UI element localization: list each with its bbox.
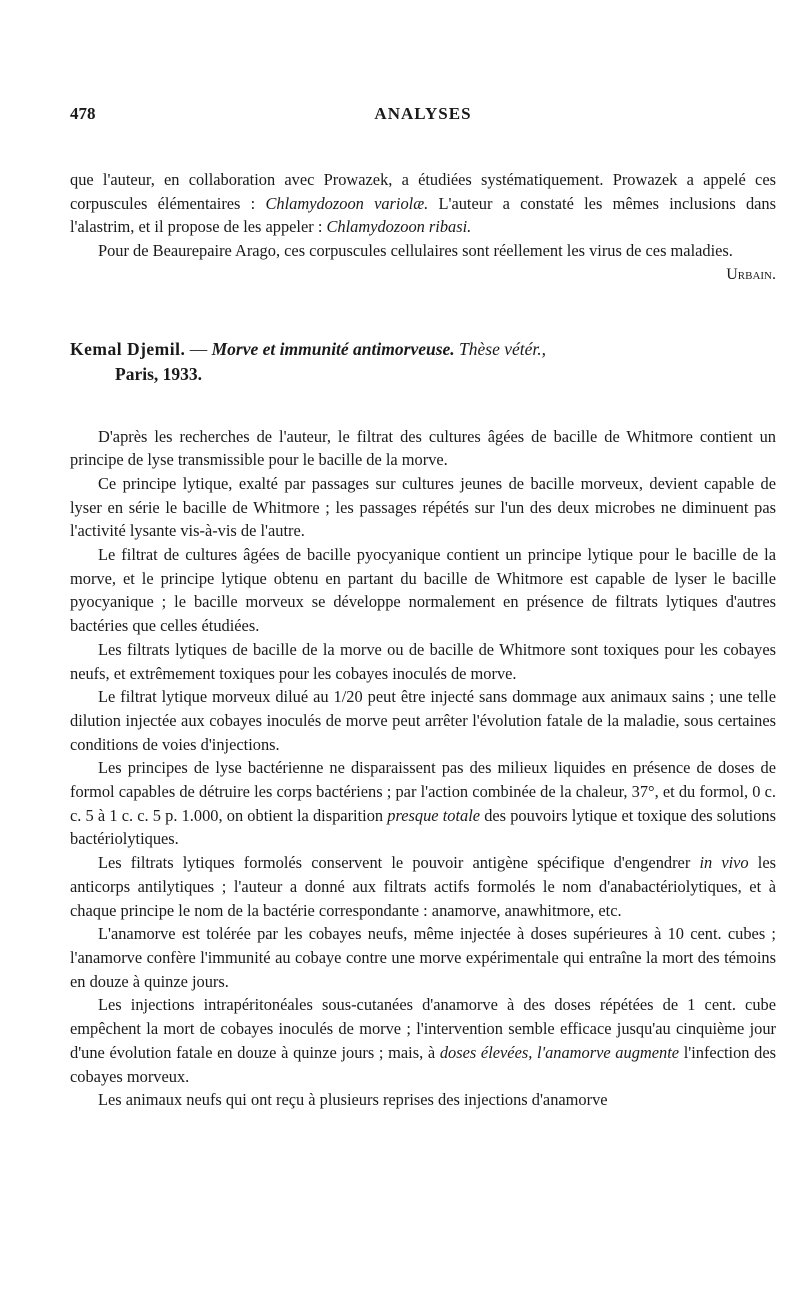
review-dash: — [185,338,212,359]
review-author: Kemal Djemil. [70,338,186,359]
intro-paragraph-conclusion [70,239,776,286]
intro-italic-name: Chlamydozoon ribasi. [326,217,472,237]
paragraph-9-text: Les injections intrapéritonéales sous-cutanées d'anamorve à des doses répétées de 1 cent. cube empêchent la mort de cobayes inoculés de morve ; l'intervention semble efficace jusqu'au cinquième jour d'une évolution fatale en douze à quinze jours ; mais, à [70,995,776,1062]
reviewer-signature: Urbain. [726,265,776,283]
paragraph-7 [70,851,776,922]
review-work-title: Morve et immunité antimorveuse. [211,338,455,359]
review-publication: Thèse vétér., [454,338,547,359]
paragraph-10: Les animaux neufs qui ont reçu à plusieurs reprises des injections d'anamorve [98,1090,608,1110]
intro-paragraph-continued [70,168,776,239]
intro-line: a constaté les mêmes inclusions dans l'alastrim, et il propose de les appeler : [70,193,777,237]
intro-conclusion-text: Pour de Beaurepaire Arago, ces corpuscules cellulaires sont réellement les virus de ces maladies. [98,241,733,261]
page-body [70,168,776,1112]
paragraph-1: D'après les recherches de l'auteur, le filtrat des cultures âgées de bacille de Whitmore contient un principe de lyse transmissible pour le bacille de la morve. [70,426,776,470]
paragraph-6-text-end: des pouvoirs lytique et toxique des solutions bactériolytiques. [70,805,776,849]
paragraph-9-italic: doses élevées, l'anamorve augmente [439,1042,680,1062]
review-place-year: Paris, 1933. [115,363,203,384]
paragraph-4: Les filtrats lytiques de bacille de la morve ou de bacille de Whitmore sont toxiques pour les cobayes neufs, et extrêmement toxiques pour les cobayes inoculés de morve. [70,639,776,683]
paragraph-6 [70,756,776,851]
intro-line: Prowazek a appelé ces corpuscules élémentaires : [70,170,776,213]
paragraph-8: L'anamorve est tolérée par les cobayes neufs, même injectée à doses supérieures à 10 cent. cubes ; l'anamorve confère l'immunité au cobaye contre une morve expérimentale qui entraîne la mort des témoins en douze à quinze jours. [70,924,776,991]
paragraph-5: Le filtrat lytique morveux dilué au 1/20 peut être injecté sans dommage aux animaux sains ; une telle dilution injectée aux cobayes inoculés de morve peut arrêter l'évolution fatale de la maladie, sous certaines conditions de voies d'injections. [70,687,776,754]
page-header [70,104,776,134]
paragraph-7-text: Les filtrats lytiques formolés conservent le pouvoir antigène spécifique d'engendrer [98,853,700,873]
paragraph-2: Ce principe lytique, exalté par passages sur cultures jeunes de bacille morveux, devient capable de lyser en série le bacille de Whitmore ; les passages répétés sur l'un des deux microbes ne diminuent pas l'activité lysante vis-à-vis de l'autre. [70,473,776,541]
paragraph-6-text: Les principes de lyse bactérienne ne disparaissent pas des milieux liquides en présence de doses de formol capables de détruire les corps bactériens ; par l'action combinée de la chaleur, 37°, et du formol, 0 c. c. 5 à 1 c. c. 5 p. 1.000, on obtient la disparition [70,758,776,825]
intro-text: L'auteur [428,193,493,213]
review-heading [70,337,776,387]
paragraph-9-text-end: l'infection des cobayes morveux. [70,1042,777,1086]
paragraph-9 [70,993,776,1088]
paragraph-6-italic: presque totale [387,805,481,825]
paragraph-3: Le filtrat de cultures âgées de bacille pyocyanique contient un principe lytique pour le bacille de la morve, et le principe lytique obtenu en partant du bacille de Whitmore est capable de lyser le bacille pyocyanique ; le bacille morveux se développe normalement en présence de filtrats lytiques d'autres bactéries que celles étudiées. [70,545,776,636]
intro-line: que l'auteur, en collaboration avec Prowazek, a étudiées systématiquement. [70,170,604,189]
page-number: 478 [70,104,96,123]
paragraph-7-italic: in vivo [699,853,749,873]
paragraph-7-text-end: les anticorps antilytiques ; l'auteur a donné aux filtrats actifs formolés le nom d'anabactériolytiques, et à chaque principe le nom de la bactérie correspondante : anamorve, anawhitmore, etc. [70,853,776,920]
running-head: ANALYSES [374,104,472,123]
intro-italic-term: Chlamydozoon variolæ. [265,193,429,213]
